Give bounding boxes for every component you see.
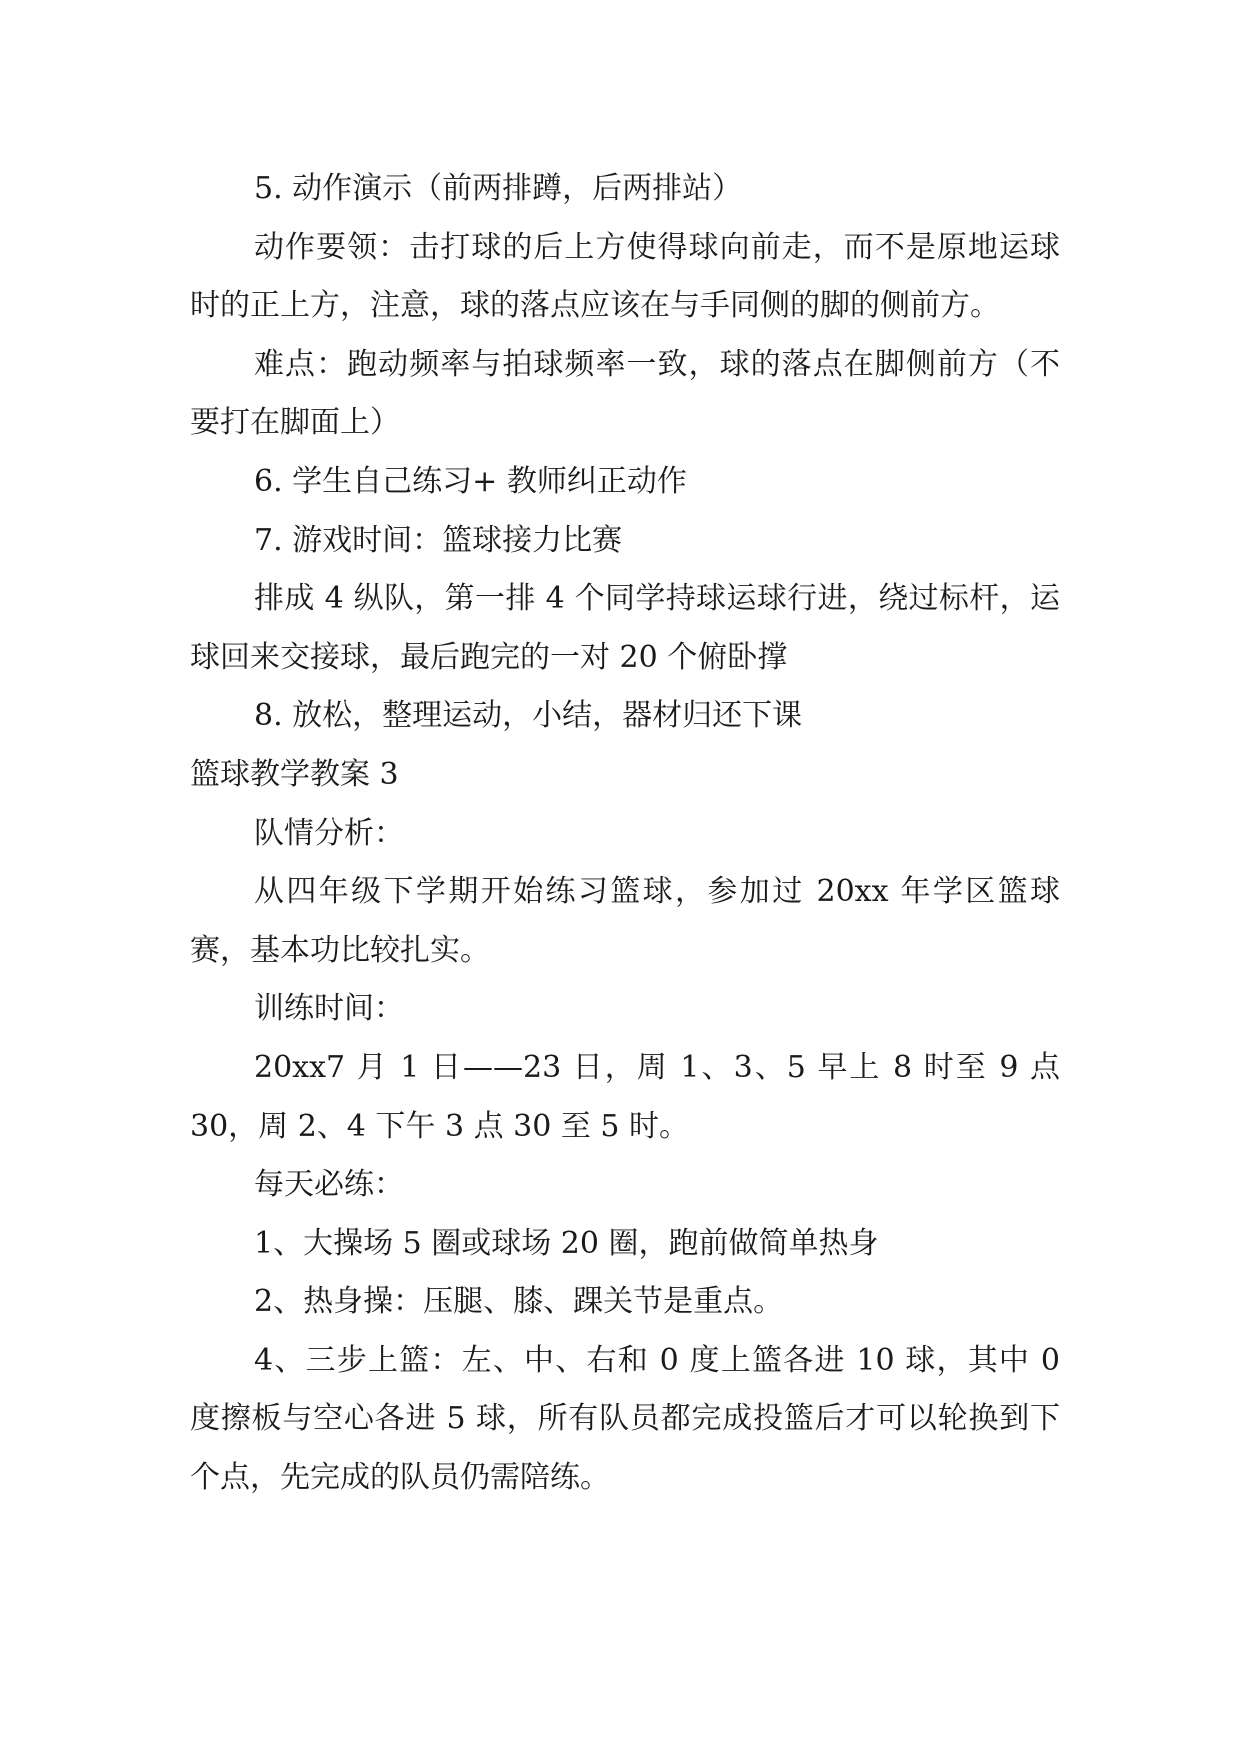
- document-body: [190, 160, 1060, 1508]
- paragraph-relay-rules: 排成 4 纵队，第一排 4 个同学持球运球行进，绕过标杆，运球回来交接球，最后跑完的一对 20 个俯卧撑: [190, 581, 1060, 675]
- paragraph-daily-item-1: 1、大操场 5 圈或球场 20 圈，跑前做简单热身: [254, 1225, 879, 1261]
- paragraph-step-8: 8. 放松，整理运动，小结，器材归还下课: [254, 698, 803, 734]
- section-heading: 篮球教学教案 3: [190, 756, 399, 792]
- paragraph-action-essentials: 动作要领：击打球的后上方使得球向前走，而不是原地运球时的正上方，注意，球的落点应该在与手同侧的脚的侧前方。: [190, 229, 1060, 324]
- paragraph-step-5: 5. 动作演示（前两排蹲，后两排站）: [254, 171, 743, 206]
- paragraph-team-analysis-label: 队情分析：: [254, 815, 404, 851]
- paragraph-team-analysis: 从四年级下学期开始练习篮球，参加过 20xx 年学区篮球赛，基本功比较扎实。: [190, 874, 1060, 968]
- paragraph-daily-practice-label: 每天必练：: [254, 1167, 404, 1203]
- paragraph-difficulty: 难点：跑动频率与拍球频率一致，球的落点在脚侧前方（不要打在脚面上）: [190, 346, 1060, 441]
- paragraph-daily-item-4: 4、三步上篮：左、中、右和 0 度上篮各进 10 球，其中 0 度擦板与空心各进 5 球，所有队员都完成投篮后才可以轮换到下个点，先完成的队员仍需陪练。: [190, 1342, 1060, 1496]
- paragraph-training-time-label: 训练时间：: [254, 991, 404, 1027]
- paragraph-step-6: 6. 学生自己练习+ 教师纠正动作: [254, 463, 687, 499]
- paragraph-step-7: 7. 游戏时间：篮球接力比赛: [254, 522, 623, 558]
- paragraph-training-time: 20xx7 月 1 日——23 日，周 1、3、5 早上 8 时至 9 点 30，周 2、4 下午 3 点 30 至 5 时。: [190, 1049, 1060, 1144]
- paragraph-daily-item-2: 2、热身操：压腿、膝、踝关节是重点。: [254, 1284, 784, 1320]
